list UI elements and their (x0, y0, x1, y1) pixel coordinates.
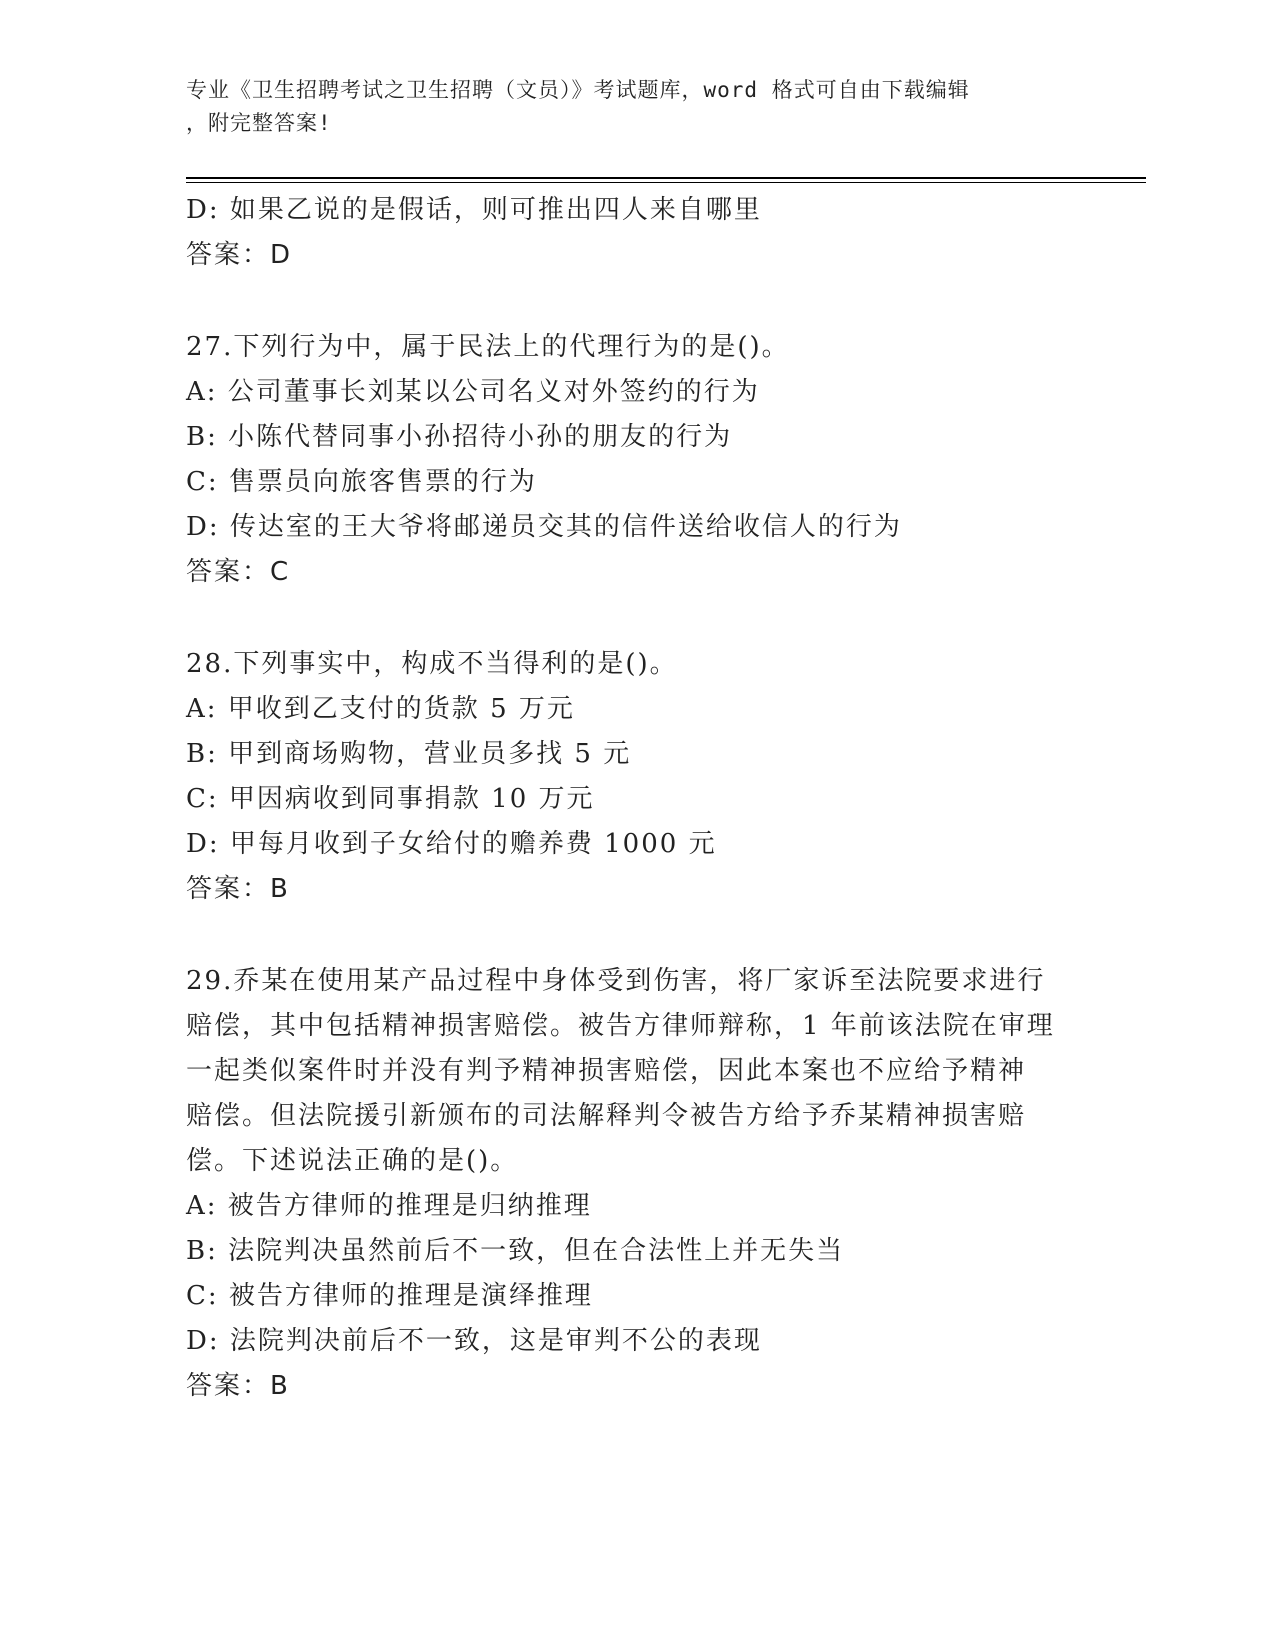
question-28 (186, 642, 1086, 912)
question-27 (186, 325, 1086, 595)
question-content (186, 188, 1086, 1409)
q27-option-c: C: 售票员向旅客售票的行为 (186, 467, 537, 497)
header-line-2: ，附完整答案! (186, 111, 332, 135)
document-header (186, 74, 1066, 140)
q28-answer: 答案：B (186, 874, 290, 904)
q29-stem-line-2: 赔偿，其中包括精神损害赔偿。被告方律师辩称，1 年前该法院在审理 (186, 1011, 1055, 1041)
question-29 (186, 959, 1086, 1409)
q27-option-b: B: 小陈代替同事小孙招待小孙的朋友的行为 (186, 422, 733, 452)
q29-option-d: D: 法院判决前后不一致，这是审判不公的表现 (186, 1326, 762, 1356)
q28-stem: 28.下列事实中，构成不当得利的是()。 (186, 649, 678, 679)
q29-answer: 答案：B (186, 1371, 290, 1401)
q29-stem-line-3: 一起类似案件时并没有判予精神损害赔偿，因此本案也不应给予精神 (186, 1056, 1027, 1086)
q27-stem: 27.下列行为中，属于民法上的代理行为的是()。 (186, 332, 790, 362)
q26-option-d: D: 如果乙说的是假话，则可推出四人来自哪里 (186, 195, 762, 225)
q29-stem-line-5: 偿。下述说法正确的是()。 (186, 1146, 519, 1176)
q28-option-c: C: 甲因病收到同事捐款 10 万元 (186, 784, 595, 814)
question-26-tail (186, 188, 1086, 278)
q26-answer: 答案：D (186, 240, 293, 270)
q29-stem-line-1: 29.乔某在使用某产品过程中身体受到伤害，将厂家诉至法院要求进行 (186, 966, 1046, 996)
q27-answer: 答案：C (186, 557, 291, 587)
q29-stem-line-4: 赔偿。但法院援引新颁布的司法解释判令被告方给予乔某精神损害赔 (186, 1101, 1027, 1131)
header-rule-thin (186, 182, 1146, 183)
header-rule-thick (186, 177, 1146, 179)
q28-option-d: D: 甲每月收到子女给付的赡养费 1000 元 (186, 829, 717, 859)
q28-option-b: B: 甲到商场购物，营业员多找 5 元 (186, 739, 632, 769)
q27-option-d: D: 传达室的王大爷将邮递员交其的信件送给收信人的行为 (186, 512, 902, 542)
header-line-1: 专业《卫生招聘考试之卫生招聘（文员）》考试题库，word 格式可自由下载编辑 (186, 78, 970, 102)
q29-option-a: A: 被告方律师的推理是归纳推理 (186, 1191, 592, 1221)
q28-option-a: A: 甲收到乙支付的货款 5 万元 (186, 694, 575, 724)
q27-option-a: A: 公司董事长刘某以公司名义对外签约的行为 (186, 377, 760, 407)
q29-option-b: B: 法院判决虽然前后不一致，但在合法性上并无失当 (186, 1236, 845, 1266)
q29-option-c: C: 被告方律师的推理是演绎推理 (186, 1281, 593, 1311)
